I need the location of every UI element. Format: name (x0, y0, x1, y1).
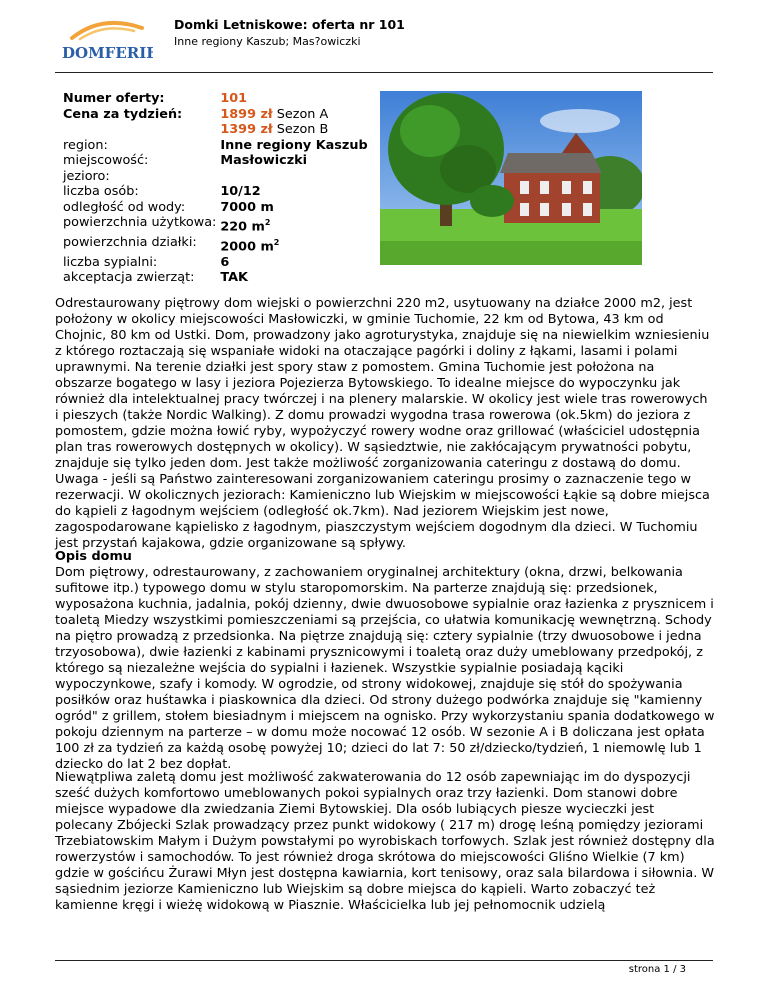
info-value: Inne regiony Kaszub (220, 137, 368, 153)
price-b-value: 1399 zł (220, 122, 273, 137)
info-value-sup: 2 (264, 218, 271, 227)
info-value (220, 169, 367, 185)
info-value: 10/12 (220, 184, 261, 199)
house-description-paragraph: Dom piętrowy, odrestaurowany, z zachowaniem oryginalnej architektury (okna, drzwi, belkowania sufitowe itp.) typowego domu w stylu staropomorskim. Na parterze znajdują się: przedsionek, wyposażona kuchnia, jadalnia, pokój dzienny, dwie dwuosobowe sypialnie oraz łazienka z prysznicem i toaletą Miedzy wszystkimi pomieszczeniami są przejścia, co ułatwia komunikację wewnętrzną. Schody na piętro prowadzą z przedsionka. Na piętrze znajdują się: cztery sypialnie (trzy dwuosobowe i jedna trzyosobowa), dwie łazienki z kabinami prysznicowymi i toaletą oraz duży umeblowany przedpokój, z którego są niezależne wejścia do sypialni i łazienek. Wszystkie sypialnie posiadają kąciki wypoczynkowe, szafy i komody. W ogrodzie, od strony widokowej, znajduje się stół do spożywania posiłków oraz huśtawka i piaskownica dla dzieci. Od strony dużego podwórka znajduje się "kamienny ogród" z grillem, stołem biesiadnym i miejscem na ognisko. Przy wykorzystaniu spania dodatkowego w pokoju dziennym na parterze – w domu może nocować 12 osób. W sezonie A i B doliczana jest opłata 100 zł za tydzień za każdą osobę powyżej 10; dzieci do lat 7: 50 zł/dziecko/tydzień, 1 niemowlę lub 1 dziecko do lat 2 bez dopłat. (55, 565, 715, 772)
logo-text: DOMFERIE (62, 44, 153, 62)
price-a-value: 1899 zł (220, 106, 273, 122)
info-value: 220 m (220, 219, 265, 235)
info-row-town (63, 153, 368, 169)
info-row-persons (63, 184, 368, 200)
price-b-season: Sezon B (276, 122, 329, 137)
info-row-bedrooms (63, 255, 368, 271)
info-value: TAK (220, 270, 248, 286)
info-label: jezioro: (63, 168, 110, 184)
info-row-pets (63, 270, 368, 286)
price-a-season: Sezon A (276, 106, 329, 122)
section-heading-opis-domu: Opis domu (55, 549, 132, 564)
info-value-sup: 2 (273, 237, 280, 247)
description-paragraph: Odrestaurowany piętrowy dom wiejski o powierzchni 220 m2, usytuowany na działce 2000 m2, jest położony w okolicy miejscowości Masłowiczki, w gminie Tuchomie, 22 km od Bytowa, 43 km od Chojnic, 80 km od Ustki. Dom, prowadzony jako agroturystyka, znajduje się na niewielkim wzniesieniu z którego roztaczają się wspaniałe widoki na otaczające pagórki i doliny z łąkami, lasami i polami uprawnymi. Na terenie działki jest spory staw z pomostem. Gmina Tuchomie jest położona na obszarze bogatego w lasy i jeziora Pojezierza Bytowskiego. To idealne miejsce do wypoczynku jak również dla intelektualnej pracy twórczej i na plenery malarskie. W okolicy jest wiele tras rowerowych i pieszych (także Nordic Walking). Z domu prowadzi wygodna trasa rowerowa (ok.5km) do jeziora z pomostem, gdzie można łowić ryby, wypożyczyć rowery wodne oraz grillować (właściciel udostępnia plan tras rowerowych dostępnych w okolicy). W sąsiedztwie, nie zakłócającym prywatności pobytu, znajduje się tylko jeden dom. Jest także możliwość zorganizowania cateringu z dostawą do domu. Uwaga - jeśli są Państwo zainteresowani zorganizowaniem cateringu prosimy o zaznaczenie tego w rezerwacji. W okolicznych jeziorach: Kamieniczno lub Wiejskim w miejscowości Łąkie są dobre miejsca do kąpieli z łagodnym wejściem (odległość ok.7km). Nad jeziorem Wiejskim jest nowe, zagospodarowane kąpielisko z łagodnym, piaszczystym wejściem dogodnym dla dzieci. W Tuchomiu jest przystań kajakowa, gdzie organizowane są spływy. (55, 296, 710, 551)
house-photo (380, 91, 642, 265)
info-row-usable-area (63, 215, 368, 235)
offer-info-table (63, 91, 368, 286)
info-label: powierzchnia działki: (63, 234, 197, 250)
domferie-logo[interactable] (58, 14, 153, 64)
footer-divider (55, 960, 713, 961)
info-row-plot-area (63, 235, 368, 255)
offer-number-label: Numer oferty: (63, 91, 165, 106)
info-value: 7000 m (220, 199, 274, 215)
info-row-lake (63, 169, 368, 185)
info-label: liczba osób: (63, 184, 139, 199)
info-label: region: (63, 137, 108, 153)
info-label: odległość od wody: (63, 199, 186, 215)
info-label: powierzchnia użytkowa: (63, 215, 217, 230)
document-subtitle: Inne regiony Kaszub; Mas?owiczki (174, 35, 361, 48)
header-divider (55, 72, 713, 73)
info-label: miejscowość: (63, 153, 149, 168)
price-label: Cena za tydzień: (63, 106, 183, 122)
offer-number-value: 101 (220, 91, 248, 106)
info-row-region (63, 138, 368, 154)
info-value: 6 (220, 254, 230, 270)
info-row-water-distance (63, 200, 368, 216)
page-number: strona 1 / 3 (628, 964, 686, 975)
document-title: Domki Letniskowe: oferta nr 101 (174, 17, 405, 32)
advantages-paragraph: Niewątpliwa zaletą domu jest możliwość zakwaterowania do 12 osób zapewniając im do dyspozycji sześć dużych komfortowo umeblowanych pokoi sypialnych oraz trzy łazienki. Dom stanowi dobre miejsce wypadowe dla zwiedzania Ziemi Bytowskiej. Dla osób lubiących piesze wycieczki jest polecany Zbójecki Szlak prowadzący przez punkt widokowy ( 217 m) drogę leśną pomiędzy jeziorami Trzebiatowskim Małym i Dużym powstałymi po wyrobiskach torfowych. Szlak jest również dostępny dla rowerzystów i samochodów. To jest również droga skrótowa do miejscowości Gliśno Wielkie (7 km) gdzie w gościńcu Żurawi Młyn jest dostępna kawiarnia, kort tenisowy, oraz sala bilardowa i siłownia. W sąsiednim jeziorze Kamieniczno lub Wiejskim są dobre miejsca do kąpieli. Warto zobaczyć też kamienne kręgi i wieżę widokową w Piasznie. Właścicielka lub jej pełnomocnik udzielą (55, 770, 715, 913)
info-value: 2000 m (220, 239, 274, 255)
info-label: akceptacja zwierząt: (63, 270, 195, 286)
info-value: Masłowiczki (220, 153, 308, 168)
info-label: liczba sypialni: (63, 254, 158, 270)
